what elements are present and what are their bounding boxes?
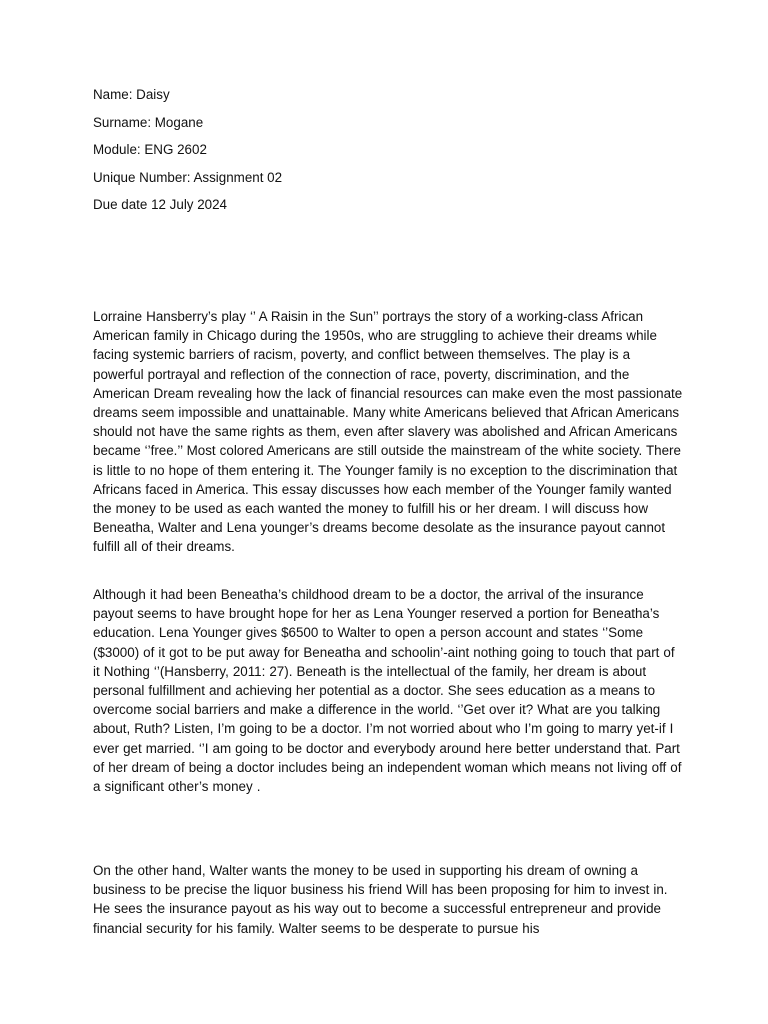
essay-paragraph-beneatha: Although it had been Beneatha’s childhood dream to be a doctor, the arrival of the insurance payout seems to have brought hope for her as Lena Younger reserved a portion for Beneatha’s education. Lena Younger gives $6500 to Walter to open a person account and states ‘’Some ($3000) of it got to be put away for Beneatha and schoolin’-aint nothing going to touch that part of it Nothing ‘’(Hansberry, 2011: 27). Beneath is the intellectual of the family, her dream is about personal fulfillment and achieving her potential as a doctor. She sees education as a means to overcome social barriers and make a difference in the world. ‘’Get over it? What are you talking about, Ruth? Listen, I’m going to be a doctor. I’m not worried about who I’m going to marry yet-if I ever get married. ‘’I am going to be doctor and everybody around here better understand that. Part of her dream of being a doctor includes being an independent woman which means not living off of a significant other’s money . — [93, 587, 682, 795]
essay-paragraph-walter: On the other hand, Walter wants the money to be used in supporting his dream of owning a business to be precise the liquor business his friend Will has been proposing for him to invest in. He sees the insurance payout as his way out to become a successful entrepreneur and provide financial security for his family. Walter seems to be desperate to pursue his — [93, 863, 668, 936]
module-code: Module: ENG 2602 — [93, 142, 207, 157]
essay-body — [93, 307, 683, 938]
student-details — [93, 86, 693, 224]
student-surname: Surname: Mogane — [93, 114, 204, 130]
student-name: Name: Daisy — [93, 87, 170, 102]
unique-number: Unique Number: Assignment 02 — [93, 169, 283, 185]
due-date: Due date 12 July 2024 — [93, 197, 228, 212]
essay-paragraph-introduction: Lorraine Hansberry’s play ‘’ A Raisin in the Sun’’ portrays the story of a working-class African American family in Chicago during the 1950s, who are struggling to achieve their dreams while facing systemic barriers of racism, poverty, and conflict between themselves. The play is a powerful portrayal and reflection of the connection of race, poverty, discrimination, and the American Dream revealing how the lack of financial resources can make even the most passionate dreams seem impossible and unattainable. Many white Americans believed that African Americans should not have the same rights as them, even after slavery was abolished and African Americans became ‘’free.’’ Most colored Americans are still outside the mainstream of the white society. There is little to no hope of them entering it. The Younger family is no exception to the discrimination that Africans faced in America. This essay discusses how each member of the Younger family wanted the money to be used as each wanted the money to fulfill his or her dream. I will discuss how Beneatha, Walter and Lena younger’s dreams become desolate as the insurance payout cannot fulfill all of their dreams. — [93, 309, 683, 555]
